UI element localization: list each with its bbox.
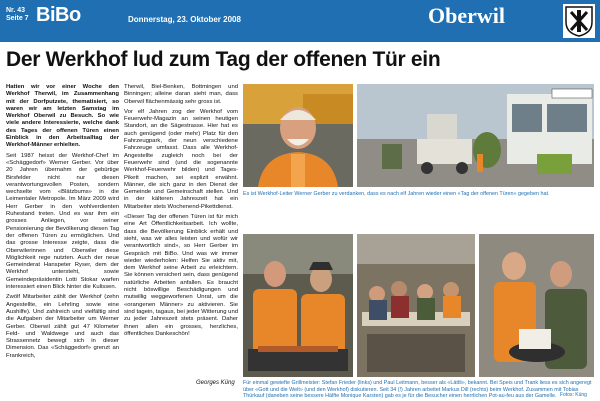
masthead bbox=[0, 0, 600, 42]
article-column-1 bbox=[6, 84, 119, 363]
photo-werkhof-building bbox=[357, 84, 594, 187]
photo-caption-top: Es ist Werkhof-Leiter Werner Gerber zu verdanken, dass es nach elf Jahren wieder einen «Tag der offenen Türen» gegeben hat. bbox=[243, 191, 550, 197]
article-paragraph: Zwölf Mitarbeiter zählt der Werkhof (zehn Angestellte, ein Lehrling sowie eine Aushilfe). Und zahlreich und vielfältig sind die Aufgaben der Mitarbeiter um Werner Gerber. Oberwil zählt gut 47 Kilometer Feld- und Waldwege und auch das Strassennetz bewegt sich in dieser Dimension. Das «Schäggedorf» grenzt an Frankreich, bbox=[6, 294, 119, 359]
oberwil-crest-icon bbox=[563, 4, 595, 38]
article-paragraph: Therwil, Biel-Benken, Bottmingen und Binningen; alleine daran sieht man, dass Oberwil flächenmässig sehr gross ist. bbox=[124, 84, 238, 105]
photo-grillmeister bbox=[243, 234, 353, 377]
article-paragraph: Seit 1987 heisst der Werkhof-Chef im «Schäggedorf» Werner Gerber. Vor über 20 Jahren übernahm der gebürtige Birsfelder nicht nur diesen verantwortungsvollen Posten, sondern wechselte vom «Blätzbums» in die Leimentaler Metropole. Im März 2009 wird Herr Gerber in den wohlverdienten Ruhestand treten. Und es war ihm ein grosses Anliegen, vor seiner Pensionierung der Bevölkerung diesen Tag der offenen Türen zu ermöglichen. Und das grosse Interesse zeigte, dass die Oberwilerinnen und Oberwiler diese Möglichkeit rege nutzten. Auch der neue Gemeinderat Hanspeter Ryser, dem der Werkhof untersteht, sowie Gemeindepräsidentin Lotti Stokar warfen interessiert einen Blick hinter die Kulissen. bbox=[6, 152, 119, 291]
bibo-logo: BiBo bbox=[36, 4, 81, 26]
photo-caption-bottom: Für einmal gewiefte Grillmeister: Stefan Frieder (links) und Paul Leitmann, besser als «Lättli», bekannt. Bei Speis und Trank liess es sich angeregt über «Gott und die Welt» (und den Werkhof) diskutieren. Seit 34 (!) Jahren arbeitet Markus Dill (rechts) beim Werkhof. Zusammen mit Tobias Thürkauf (daneben seine bessere Hälfte Monique Karsten) gab es je für die Besucher einen herrlichen Pot-au-feu aus der Gamelle. bbox=[243, 380, 592, 400]
issue-number: Nr. 43 bbox=[6, 7, 26, 14]
page-number: Seite 7 bbox=[6, 15, 29, 22]
issue-info bbox=[6, 7, 29, 23]
article-lead: Hatten wir vor einer Woche den Werkhof Therwil, im Zusammenhang mit der Dorfputzete, thematisiert, so waren wir am letzten Samstag im Werkhof Oberwil zu Besuch. So wie viele andere Interessierte, welche dank des Tages der offenen Türen einen Einblick in den Arbeitsalltag der Werkhof-Männer erhielten. bbox=[6, 84, 119, 149]
section-town: Oberwil bbox=[428, 3, 505, 28]
photo-credit: Fotos: Küng bbox=[560, 392, 587, 398]
article-column-2 bbox=[124, 84, 238, 341]
issue-date: Donnerstag, 23. Oktober 2008 bbox=[128, 15, 241, 24]
author-signature: Georges Küng bbox=[196, 380, 235, 386]
photo-festwirtschaft bbox=[357, 234, 475, 377]
photo-werner-gerber bbox=[243, 84, 353, 187]
article-headline: Der Werkhof lud zum Tag der offenen Tür ein bbox=[6, 48, 441, 71]
article-paragraph: Vor elf Jahren zog der Werkhof vom Feuerwehr-Magazin an seinen heutigen Standort, an die Sägestrasse. Hier hat es auch genügend (oder mehr) Platz für den Fahrzeugpark, der neun verschiedene Fahrzeuge umfasst. Dass alle Werkhof-Angestellte zugleich noch bei der Feuerwehr sind (und die sogenannte Werkhof-Feuerwehr bilden) und Tages-Pikett machen, sei explizit erwähnt. Männer, die sich ganz in den Dienst der Gemeinde und Gemeinschaft stellen. Und in der kälteren Jahreszeit hat ein Mitarbeiter stets Wochenend-Pikettdienst. bbox=[124, 108, 238, 210]
photo-pot-au-feu bbox=[479, 234, 594, 377]
article-paragraph: «Dieser Tag der offenen Türen ist für mich eine Art Öffentlichkeitsarbeit. Ich wollte, dass die Bevölkerung Einblick erhält und sieht, was wir alles leisten und wofür wir verantwortlich sind», so Herr Gerber im Gespräch mit BiBo. Und was wir immer wieder wiederholen: Helfen Sie aktiv mit, dem Werkhof seine Arbeit zu erleichtern. Sie können versichert sein, dass genügend natürliche Arbeiten anfallen. Es braucht nicht böswillige Beschädigungen und mutwillig weggeworfenen Unrat, um die «orangenen Männer» zu aktivieren. Sie sind tagein, tagaus, bei jeder Witterung und zu jeder Jahreszeit stets präsent. Daher ihnen allen ein grosses, herzliches, öffentliches Dankeschön! bbox=[124, 214, 238, 337]
